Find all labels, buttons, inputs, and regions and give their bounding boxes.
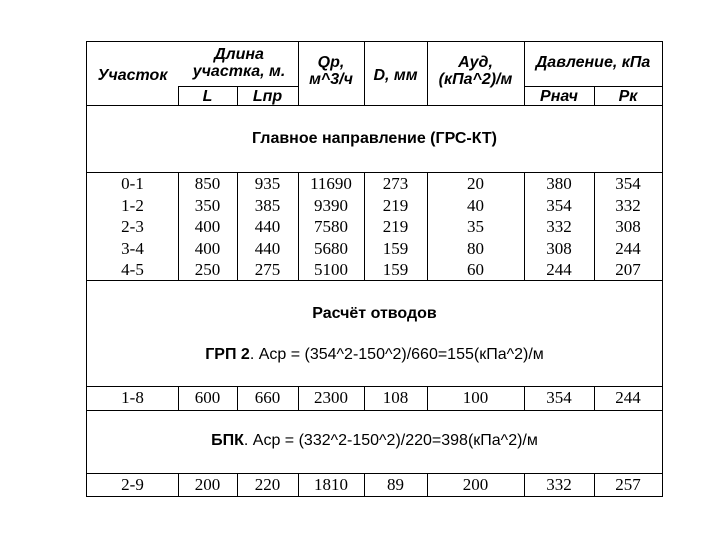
branch-cell-Lpr: 660 bbox=[254, 388, 281, 407]
main-cell-L: 850 bbox=[194, 174, 221, 193]
branch-cell-Qp: 2300 bbox=[314, 388, 348, 407]
main-section-title: Главное направление (ГРС-КТ) bbox=[252, 130, 497, 147]
main-cell-D: 273 bbox=[382, 174, 409, 193]
main-cell-Pstart: 308 bbox=[546, 238, 572, 258]
main-cell-Lpr: 440 bbox=[254, 238, 281, 258]
grp2-calc bbox=[87, 346, 662, 364]
branch-cell-section: 1-8 bbox=[121, 388, 144, 407]
vrule-h-3 bbox=[298, 41, 299, 105]
main-cell-Lpr: 275 bbox=[254, 260, 281, 279]
rule-row18-bottom bbox=[87, 410, 662, 411]
main-cell-D: 159 bbox=[382, 260, 409, 279]
branch-cell-D: 108 bbox=[382, 388, 409, 407]
main-cell-Aud: 40 bbox=[467, 195, 484, 215]
header-D: D, мм bbox=[373, 67, 418, 84]
main-cell-Qp: 5680 bbox=[314, 238, 348, 258]
branch-cell-Lpr: 220 bbox=[254, 475, 281, 494]
main-cell-Aud: 60 bbox=[467, 260, 484, 279]
branch-cell-Aud: 200 bbox=[462, 475, 489, 494]
main-cell-Pstart: 380 bbox=[546, 174, 572, 193]
branch-cell-L: 200 bbox=[194, 475, 221, 494]
main-cell-Qp: 11690 bbox=[310, 174, 352, 193]
bpk-calc bbox=[87, 432, 662, 450]
grp2-name: ГРП 2 bbox=[205, 346, 250, 363]
main-cell-D: 219 bbox=[382, 217, 409, 236]
data-table bbox=[86, 41, 663, 497]
main-cell-Aud: 20 bbox=[467, 174, 484, 193]
branch-cell-Pstart: 354 bbox=[546, 388, 572, 407]
main-cell-L: 400 bbox=[194, 217, 221, 236]
main-cell-L: 250 bbox=[194, 260, 221, 279]
header-pressure: Давление, кПа bbox=[535, 54, 651, 71]
main-cell-Lpr: 440 bbox=[254, 217, 281, 236]
main-cell-Pstart: 354 bbox=[546, 195, 572, 215]
main-cell-L: 350 bbox=[194, 195, 221, 215]
branch-cell-L: 600 bbox=[194, 388, 221, 407]
header-Lpr: Lпр bbox=[252, 88, 283, 105]
main-cell-Aud: 35 bbox=[467, 217, 484, 236]
main-cell-Pstart: 332 bbox=[546, 217, 572, 236]
header-Aud: Aуд, (кПа^2)/м bbox=[438, 54, 513, 88]
rule-table-bottom bbox=[87, 496, 662, 497]
branch-cell-Pstart: 332 bbox=[546, 475, 572, 494]
rule-subheader-pressure bbox=[524, 86, 662, 87]
rule-subheader bbox=[178, 86, 298, 87]
grp2-formula: . Аср = (354^2-150^2)/660=155(кПа^2)/м bbox=[249, 346, 544, 363]
header-Qp: Qр, м^3/ч bbox=[309, 54, 353, 88]
main-cell-Pend: 207 bbox=[615, 260, 641, 279]
branch-cell-section: 2-9 bbox=[121, 475, 144, 494]
branch-cell-D: 89 bbox=[387, 475, 404, 494]
main-cell-section: 1-2 bbox=[121, 195, 144, 215]
bpk-formula: . Аср = (332^2-150^2)/220=398(кПа^2)/м bbox=[243, 432, 538, 449]
header-L: L bbox=[202, 88, 213, 105]
bpk-name: БПК bbox=[211, 432, 244, 449]
main-cell-D: 159 bbox=[382, 238, 409, 258]
main-cell-section: 0-1 bbox=[121, 174, 144, 193]
main-cell-Pend: 308 bbox=[615, 217, 641, 236]
main-cell-section: 4-5 bbox=[121, 260, 144, 279]
rule-header-top bbox=[87, 41, 662, 42]
header-section: Участок bbox=[97, 67, 168, 84]
main-cell-Aud: 80 bbox=[467, 238, 484, 258]
header-Pend: Рк bbox=[618, 88, 638, 105]
header-Pstart: Рнач bbox=[540, 88, 578, 105]
main-cell-Lpr: 385 bbox=[254, 195, 281, 215]
main-cell-L: 400 bbox=[194, 238, 221, 258]
main-cell-Qp: 7580 bbox=[314, 217, 348, 236]
main-cell-Pend: 332 bbox=[615, 195, 641, 215]
rule-header-bottom bbox=[87, 105, 662, 106]
branch-cell-Aud: 100 bbox=[462, 388, 489, 407]
main-cell-Qp: 5100 bbox=[314, 260, 348, 279]
main-cell-Pstart: 244 bbox=[546, 260, 572, 279]
main-cell-section: 3-4 bbox=[121, 238, 144, 258]
main-cell-D: 219 bbox=[382, 195, 409, 215]
main-cell-Pend: 354 bbox=[615, 174, 641, 193]
branches-title: Расчёт отводов bbox=[312, 305, 437, 322]
main-cell-Pend: 244 bbox=[615, 238, 641, 258]
main-cell-section: 2-3 bbox=[121, 217, 144, 236]
branch-cell-Pend: 257 bbox=[615, 475, 641, 494]
main-cell-Lpr: 935 bbox=[254, 174, 281, 193]
header-length: Длина участка, м. bbox=[192, 46, 286, 80]
main-cell-Qp: 9390 bbox=[314, 195, 348, 215]
branch-cell-Qp: 1810 bbox=[314, 475, 348, 494]
branch-cell-Pend: 244 bbox=[615, 388, 641, 407]
